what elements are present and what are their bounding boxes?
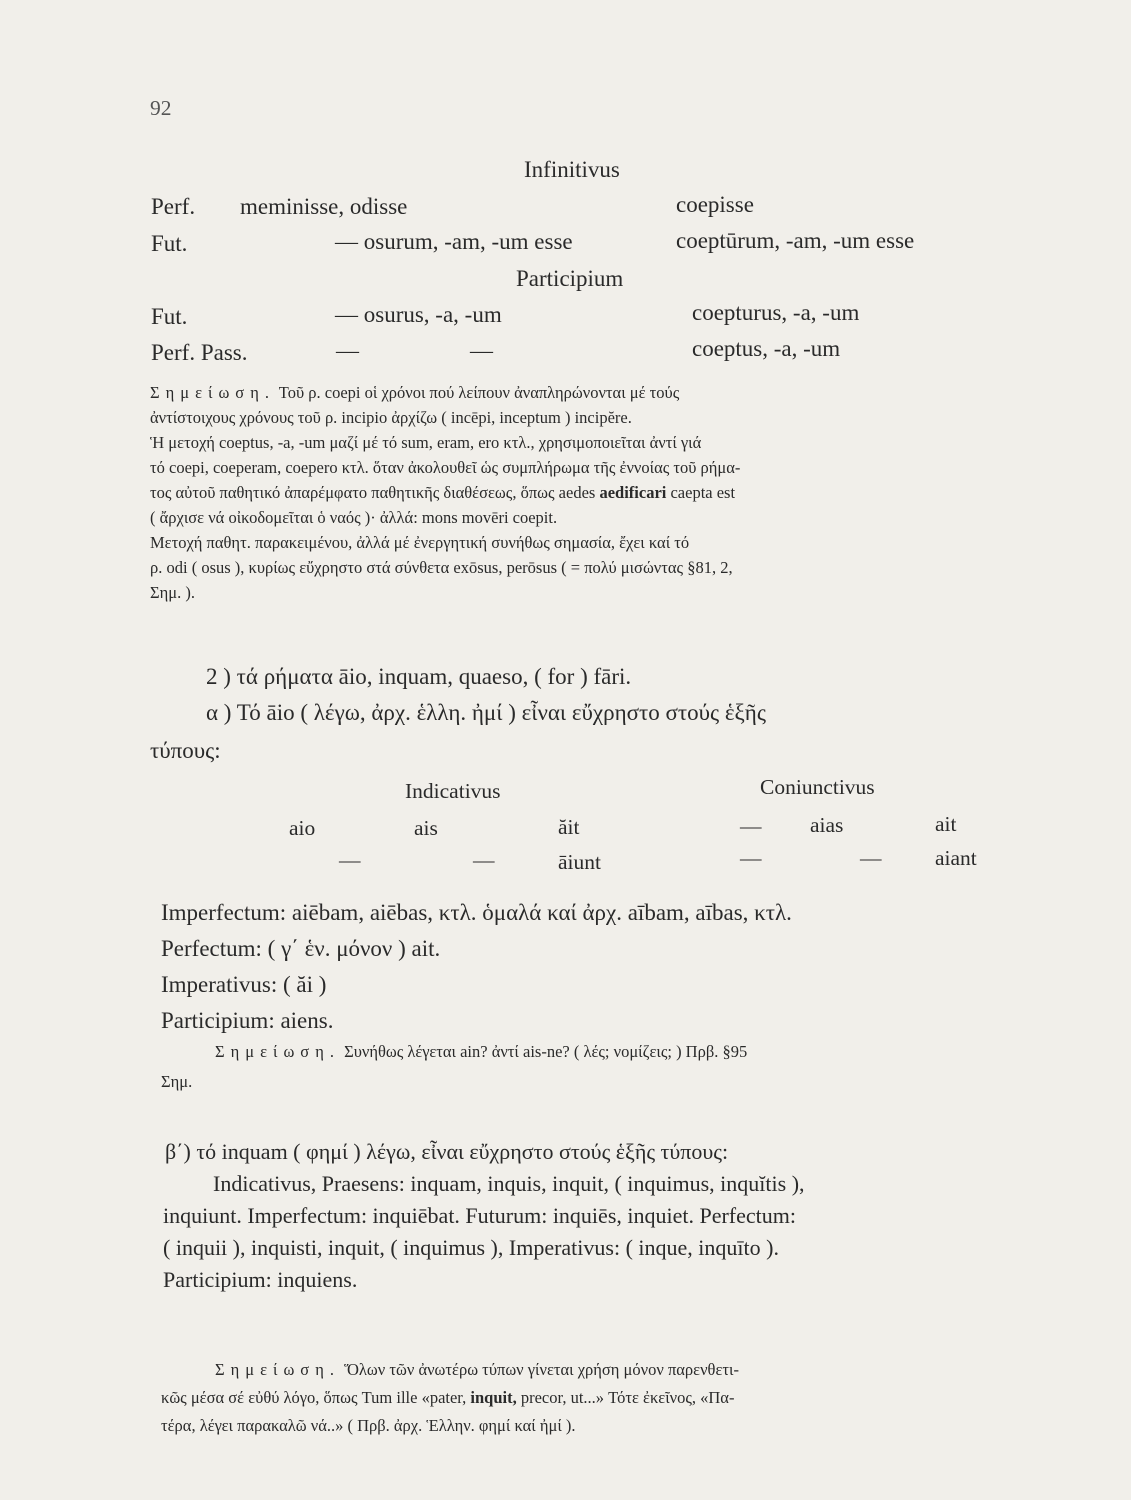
form-line: Perfectum: ( γ΄ ἑν. μόνον ) ait. [161, 936, 441, 961]
note-1-line: τό coepi, coeperam, coepero κτλ. ὅταν ἀκολουθεῖ ὡς συμπλήρωμα τῆς ἐννοίας τοῦ ρήμα- [150, 458, 741, 477]
aio-cell: ais [414, 816, 438, 840]
note-1-line: ἀντίστοιχους χρόνους τοῦ ρ. incipio ἀρχίζω ( incēpi, inceptum ) incipĕre. [150, 408, 632, 427]
section-b-line: Indicativus, Praesens: inquam, inquis, inquit, ( inquimus, inquĭtis ), [213, 1171, 805, 1196]
part-fut-left: — osurus, -a, -um [335, 302, 502, 327]
note-3-line: τέρα, λέγει παρακαλῶ νά..» ( Πρβ. ἀρχ. Ἑλλην. φημί καί ἠμί ). [161, 1416, 576, 1435]
note-1-line: Σημείωση. Τοῦ ρ. coepi οἱ χρόνοι πού λείπουν ἀναπληρώνονται μέ τούς [150, 383, 680, 402]
perf-left: meminisse, odisse [240, 194, 408, 219]
form-line: Imperativus: ( ăi ) [161, 972, 327, 997]
perf-label: Perf. [151, 194, 196, 219]
section-2-line-2: α ) Τό āio ( λέγω, ἀρχ. ἑλλη. ἠμί ) εἶναι εὔχρηστο στούς ἑξῆς [206, 700, 766, 725]
participium-heading: Participium [516, 266, 624, 291]
aio-cell: aio [289, 816, 316, 840]
aio-cell: aias [810, 813, 844, 837]
aio-cell: — [740, 846, 762, 870]
section-b-line: inquiunt. Imperfectum: inquiēbat. Futurum: inquiēs, inquiet. Perfectum: [163, 1203, 796, 1228]
fut-right: coeptūrum, -am, -um esse [676, 228, 915, 253]
part-fut-label: Fut. [151, 304, 188, 329]
note-1-line: Σημ. ). [150, 583, 195, 602]
page-number: 92 [150, 96, 172, 120]
note-1-label: Σημείωση. [150, 383, 275, 402]
aio-cell: āiunt [558, 850, 601, 874]
fut-label: Fut. [151, 231, 188, 256]
infinitivus-heading: Infinitivus [524, 157, 620, 182]
note-2: Σημείωση. Συνήθως λέγεται ain? ἀντί ais-ne? ( λές; νομίζεις; ) Πρβ. §95 [215, 1042, 748, 1061]
section-b-line: β΄) τό inquam ( φημί ) λέγω, εἶναι εὔχρηστο στούς ἑξῆς τύπους: [165, 1139, 729, 1164]
note-1-line: τος αὐτοῦ παθητικό ἀπαρέμφατο παθητικῆς διαθέσεως, ὅπως aedes aedificari caepta est [150, 483, 736, 502]
section-b [163, 1136, 805, 1296]
aio-cell: — [860, 846, 882, 870]
part-perf-right: coeptus, -a, -um [692, 336, 841, 361]
part-perf-dash-1: — [336, 338, 359, 363]
part-fut-right: coepturus, -a, -um [692, 300, 860, 325]
note-1-line: ρ. odi ( osus ), κυρίως εὔχρηστο στά σύνθετα exōsus, perōsus ( = πολύ μισώντας §81, 2, [150, 558, 733, 577]
aio-cell: — [740, 814, 762, 838]
form-line: Imperfectum: aiēbam, aiēbas, κτλ. ὁμαλά καί ἀρχ. aībam, aības, κτλ. [161, 900, 792, 925]
part-perf-label: Perf. Pass. [151, 340, 248, 365]
note-1-line: Μετοχή παθητ. παρακειμένου, ἀλλά μέ ἐνεργητική συνήθως σημασία, ἔχει καί τό [150, 533, 690, 552]
note-1-line: ( ἄρχισε νά οἰκοδομεῖται ὁ ναός )· ἀλλά: mons movēri coepit. [150, 508, 558, 527]
aio-cell: ăit [558, 815, 580, 839]
section-b-line: Participium: inquiens. [163, 1267, 358, 1292]
note-3-label: Σημείωση. [215, 1360, 340, 1379]
section-2-line-1: 2 ) τά ρήματα āio, inquam, quaeso, ( for ) fāri. [206, 664, 632, 689]
indicativus-heading: Indicativus [405, 779, 501, 803]
perf-right: coepisse [676, 192, 754, 217]
note-1-line: Ἡ μετοχή coeptus, -a, -um μαζί μέ τό sum, eram, ero κτλ., χρησιμοποιεῖται ἀντί γιά [150, 433, 702, 452]
aio-cell: — [339, 848, 361, 872]
fut-left: — osurum, -am, -um esse [335, 229, 573, 254]
note-1 [150, 380, 740, 605]
coniunctivus-heading: Coniunctivus [760, 775, 875, 799]
note-3-line: Σημείωση. Ὅλων τῶν ἀνωτέρω τύπων γίνεται χρήση μόνον παρενθετι- [215, 1360, 739, 1379]
note-3 [161, 1356, 739, 1440]
aio-cell: aiant [935, 846, 977, 870]
note-3-line: κῶς μέσα σέ εὐθύ λόγο, ὅπως Tum ille «pater, inquit, precor, ut...» Τότε ἐκεῖνος, «Πα- [161, 1388, 735, 1407]
aio-cell: — [473, 848, 495, 872]
aio-cell: ait [935, 812, 957, 836]
part-perf-dash-2: — [470, 338, 493, 363]
section-2-line-3: τύπους: [150, 738, 221, 763]
note-2-label: Σημείωση. [215, 1042, 340, 1061]
note-2-cont: Σημ. [161, 1072, 193, 1091]
section-b-line: ( inquii ), inquisti, inquit, ( inquimus ), Imperativus: ( inque, inquīto ). [163, 1235, 779, 1260]
form-line: Participium: aiens. [161, 1008, 334, 1033]
